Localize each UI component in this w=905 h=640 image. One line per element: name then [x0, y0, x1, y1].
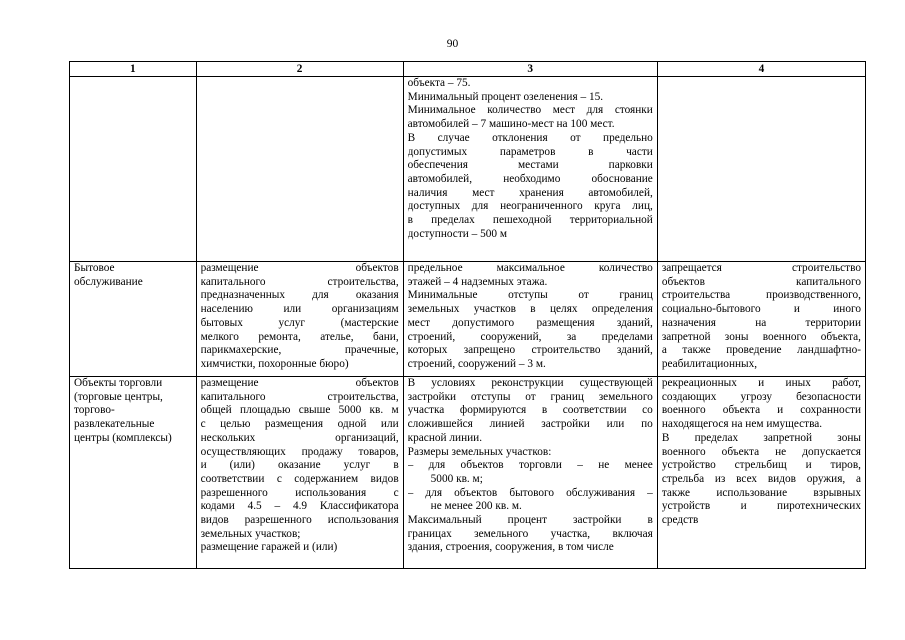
- cell-text-line: также использование взрывных: [661, 486, 861, 499]
- cell-text-line: в пределах пешеходной территориальной: [407, 214, 653, 227]
- header-col-1: 1: [70, 62, 197, 77]
- cell-text-line: красной линии.: [407, 431, 483, 444]
- cell-text-line: военного объекта и сохранности: [661, 404, 861, 417]
- cell-text-line: развлекательные: [74, 418, 155, 431]
- cell-text-line: стрельба из всех видов оружия, а: [661, 472, 861, 485]
- cell-text-line: (торговые центры,: [74, 390, 163, 403]
- cell-text-line: видов разрешенного использования: [200, 514, 399, 527]
- cell-text-line: центры (комплексы): [74, 431, 172, 444]
- cell-text-line: земельных участков в целях определения: [407, 303, 653, 316]
- cell-text-line: устройство стрельбищ и тиров,: [661, 459, 861, 472]
- cell-text-line: доступности – 500 м: [407, 227, 508, 240]
- cell-text-line: запрещается строительство: [661, 262, 861, 274]
- cell-text-line: общей площадью свыше 5000 кв. м: [200, 404, 399, 417]
- cell-text-line: социально-бытового и иного: [661, 303, 861, 316]
- cell-text-line: обеспечения местами парковки: [407, 159, 653, 172]
- cell-text-line: не менее 200 кв. м.: [430, 500, 522, 513]
- cell-text-line: – для объектов бытового обслуживания –: [407, 486, 653, 499]
- cell-text-line: объекта – 75.: [407, 77, 471, 89]
- cell-text-line: строительства производственного,: [661, 289, 861, 302]
- cell-text-line: В пределах запретной зоны: [661, 431, 861, 444]
- table-cell-col-4: [657, 77, 865, 262]
- cell-text-line: размещение гаражей и (или): [200, 541, 338, 554]
- table-row: [70, 77, 866, 262]
- table-cell-col-4: [657, 262, 865, 377]
- cell-text-line: допустимых параметров в части: [407, 145, 653, 158]
- cell-text-line: здания, строения, сооружения, в том числе: [407, 541, 614, 554]
- cell-text-line: населению или организациям: [200, 303, 399, 316]
- table-cell-col-3: [403, 262, 657, 377]
- cell-text-line: размещение объектов: [200, 377, 399, 389]
- cell-text-line: 5000 кв. м;: [430, 472, 483, 485]
- cell-text-line: границах земельного участка, включая: [407, 527, 653, 540]
- cell-text-line: застройки отступы от границ земельного: [407, 390, 653, 403]
- cell-text-line: военного объекта не допускается: [661, 445, 861, 458]
- cell-text-line: В случае отклонения от предельно: [407, 131, 653, 144]
- cell-text-line: торгово-: [74, 404, 115, 417]
- cell-text-line: а также проведение ландшафтно-: [661, 344, 861, 357]
- cell-text-line: запретной зоны военного объекта,: [661, 330, 861, 343]
- cell-text-line: доступных для неограниченного круга лиц,: [407, 200, 653, 213]
- cell-text-line: бытовых услуг (мастерские: [200, 316, 399, 329]
- cell-text-line: и (или) оказание услуг в: [200, 459, 399, 472]
- cell-text-line: с целью размещения одной или: [200, 418, 399, 431]
- cell-text-line: земельных участков;: [200, 527, 301, 540]
- table-header-row: [70, 62, 866, 77]
- cell-text-line: строений, сооружений, за пределами: [407, 330, 653, 343]
- cell-text-line: нескольких организаций,: [200, 431, 399, 444]
- header-col-4: 4: [657, 62, 865, 77]
- table-cell-col-3: [403, 377, 657, 569]
- cell-text-line: участка формируются в соответствии со: [407, 404, 653, 417]
- cell-text-line: наличия мест хранения автомобилей,: [407, 186, 653, 199]
- cell-text-line: строений, сооружений – 3 м.: [407, 357, 546, 370]
- cell-text-line: кодами 4.5 – 4.9 Классификатора: [200, 500, 399, 513]
- cell-text-line: Минимальный процент озеленения – 15.: [407, 90, 604, 103]
- table-row: [70, 262, 866, 377]
- cell-text-line: парикмахерские, прачечные,: [200, 344, 399, 357]
- cell-text-line: обслуживание: [74, 275, 143, 288]
- cell-text-line: этажей – 4 надземных этажа.: [407, 275, 548, 288]
- regulation-table: [69, 61, 866, 569]
- cell-text-line: которых запрещено строительство зданий,: [407, 344, 653, 357]
- cell-text-line: Бытовое: [74, 262, 115, 274]
- cell-text-line: разрешенного использования с: [200, 486, 399, 499]
- cell-text-line: предельное максимальное количество: [407, 262, 653, 274]
- cell-text-line: предназначенных для оказания: [200, 289, 399, 302]
- cell-text-line: осуществляющих продажу товаров,: [200, 445, 399, 458]
- cell-text-line: – для объектов торговли – не менее: [407, 459, 653, 472]
- cell-text-line: Минимальное количество мест для стоянки: [407, 104, 653, 117]
- table-cell-col-4: [657, 377, 865, 569]
- cell-text-line: капитального строительства,: [200, 390, 399, 403]
- table-cell-col-1: [70, 77, 197, 262]
- table-row: [70, 377, 866, 569]
- table-cell-col-1: [70, 377, 197, 569]
- cell-text-line: объектов капитального: [661, 275, 861, 288]
- cell-text-line: капитального строительства,: [200, 275, 399, 288]
- cell-text-line: автомобилей – 7 машино-мест на 100 мест.: [407, 118, 615, 131]
- page-number: 90: [446, 38, 459, 50]
- cell-text-line: сложившейся линией застройки или по: [407, 418, 653, 431]
- table-cell-col-2: [196, 262, 403, 377]
- header-col-3: 3: [403, 62, 657, 77]
- cell-text-line: рекреационных и иных работ,: [661, 377, 861, 389]
- cell-text-line: средств: [661, 514, 699, 527]
- cell-text-line: назначения на территории: [661, 316, 861, 329]
- cell-text-line: устройств и пиротехнических: [661, 500, 861, 513]
- cell-text-line: Минимальные отступы от границ: [407, 289, 653, 302]
- cell-text-line: автомобилей, необходимо обоснование: [407, 172, 653, 185]
- cell-text-line: мелкого ремонта, ателье, бани,: [200, 330, 399, 343]
- cell-text-line: реабилитационных,: [661, 357, 758, 370]
- cell-text-line: создающих угрозу безопасности: [661, 390, 861, 403]
- table-cell-col-2: [196, 377, 403, 569]
- cell-text-line: Объекты торговли: [74, 377, 163, 389]
- cell-text-line: соответствии с содержанием видов: [200, 472, 399, 485]
- table-cell-col-3: [403, 77, 657, 262]
- cell-text-line: мест допустимого размещения зданий,: [407, 316, 653, 329]
- table-cell-col-1: [70, 262, 197, 377]
- cell-text-line: размещение объектов: [200, 262, 399, 274]
- cell-text-line: находящегося на нем имущества.: [661, 418, 823, 431]
- cell-text-line: химчистки, похоронные бюро): [200, 357, 349, 370]
- table-cell-col-2: [196, 77, 403, 262]
- header-col-2: 2: [196, 62, 403, 77]
- cell-text-line: Размеры земельных участков:: [407, 445, 552, 458]
- cell-text-line: Максимальный процент застройки в: [407, 514, 653, 527]
- cell-text-line: В условиях реконструкции существующей: [407, 377, 653, 389]
